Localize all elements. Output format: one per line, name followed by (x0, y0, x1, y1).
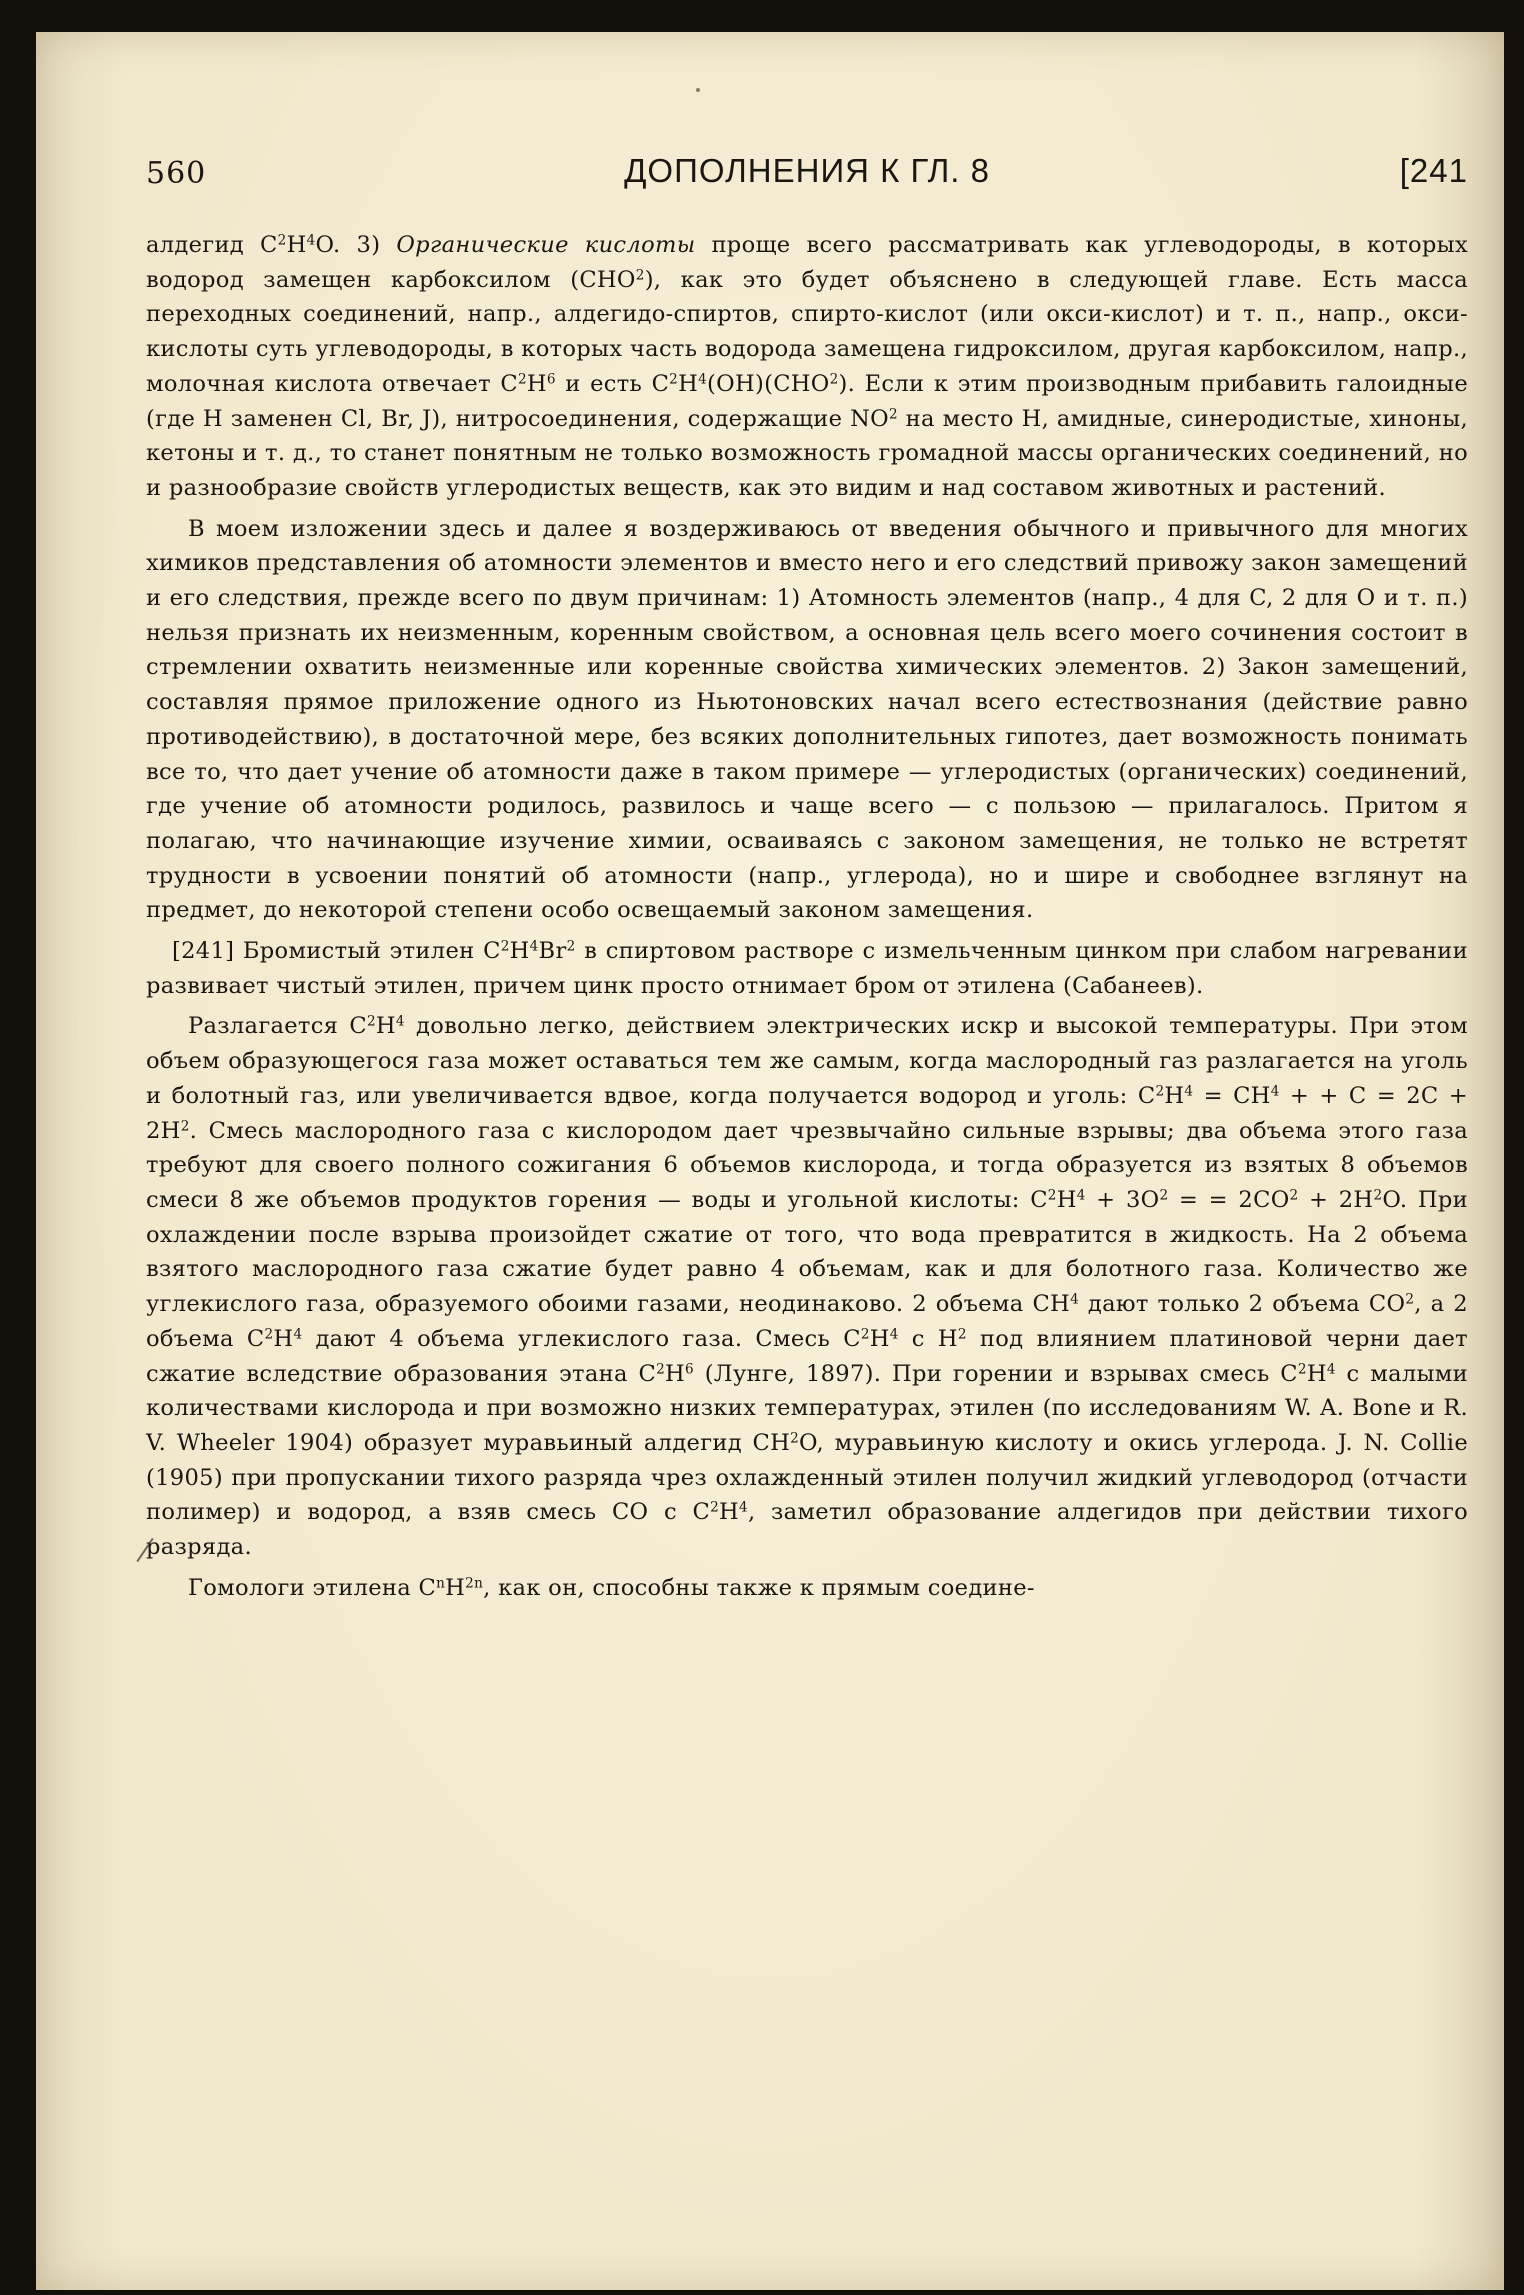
formula-superscript: 2 (829, 371, 839, 388)
text-run: H (1306, 1360, 1327, 1387)
text-run: в спиртовом растворе с измельченным цинком при слабом нагревании развивает чистый этилен, причем цинк просто отнимает бром от этилена (Сабанеев). (146, 938, 1468, 999)
text-run: с H (898, 1325, 958, 1352)
formula-superscript: 2 (277, 232, 287, 249)
formula-superscript: 6 (685, 1361, 694, 1378)
text-run: + 2H (1298, 1186, 1374, 1213)
formula-superscript: 2 (888, 406, 898, 423)
formula-superscript: 4 (889, 1326, 899, 1343)
formula-superscript: 4 (1076, 1187, 1086, 1204)
text-run: O, муравьиную кислоту и окись углерода. J. N. Collie (1905) при пропускании тихого разряда чрез охлажденный этилен получил жидкий углеводород (отчасти полимер) и водород, а взяв смесь CO с C (146, 1429, 1468, 1526)
page-header (146, 150, 1468, 200)
text-run: , а 2 объема C (146, 1291, 1468, 1352)
text-run: . Смесь маслородного газа с кислородом дает чрезвычайно сильные взрывы; два объема этого газа требуют для своего полного сожигания 6 объемов кислорода, и тогда образуется из взятых 8 объемов смеси 8 же объемов продуктов горения — воды и угольной кислоты: C (146, 1117, 1468, 1213)
text-run: + + C = 2C + 2H (146, 1082, 1469, 1144)
text-run: с малыми количествами кислорода и при возможно низких температурах, этилен (по исследованиям W. A. Bone и R. V. Wheeler 1904) образует муравьиный алдегид CH (146, 1360, 1469, 1456)
text-run: ), как это будет объяснено в следующей главе. Есть масса переходных соединений, напр., алдегидо-спиртов, спирто-кислот (или окси-кислот) и т. п., напр., окси-кислоты суть углеводороды, в которых часть водорода замещена гидроксилом, другая карбоксилом, напр., молочная кислота отвечает C (146, 266, 1468, 397)
formula-superscript: 2 (366, 1014, 376, 1031)
text-run: H (375, 1013, 396, 1040)
formula-superscript: 2 (1289, 1187, 1299, 1204)
formula-superscript: 2 (264, 1326, 274, 1343)
paragraph-p3 (146, 934, 1468, 1003)
text-run: В моем изложении здесь и далее я воздерживаюсь от введения обычного и привычного для многих химиков представления об атомности элементов и вместо него и его следствий привожу закон замещений и его следствия, прежде всего по двум причинам: 1) Атомность элементов (напр., 4 для C, 2 для O и т. п.) нельзя признать их неизменным, коренным свойством, а основная цель всего моего сочинения состоит в стремлении охватить неизменные или коренные свойства химических элементов. 2) Закон замещений, составляя прямое приложение одного из Ньютоновских начал всего естествознания (действие равно противодействию), в достаточной мере, без всяких дополнительных гипотез, дает возможность понимать все то, что дает учение об атомности даже в таком примере — углеродистых (органических) соединений, где учение об атомности родилось, развилось и чаще всего — с пользою — прилагалось. Притом я полагаю, что начинающие изучение химии, осваиваясь с законом замещения, не только не встретят трудности в усвоении понятий об атомности (напр., углерода), но и шире и свободнее взглянут на предмет, до некоторой степени особо освещаемый законом замещения. (146, 515, 1468, 924)
formula-superscript: 4 (395, 1014, 405, 1031)
formula-superscript: 4 (1270, 1083, 1280, 1100)
formula-superscript: 2 (669, 371, 679, 388)
paragraph-p2 (146, 512, 1468, 928)
text-run: под влиянием платиновой черни дает сжатие вследствие образования этана C (146, 1325, 1468, 1387)
text-run: ). Если к этим производным прибавить галоидные (где H заменен Cl, Br, J), нитросоединения, содержащие NO (146, 370, 1469, 432)
formula-superscript: 2 (180, 1118, 190, 1135)
text-run: дают только 2 объема CO (1078, 1291, 1406, 1318)
text-run: H (678, 370, 699, 397)
formula-superscript: 4 (529, 938, 539, 955)
text-run: H (1164, 1082, 1185, 1109)
text-run: Br (538, 938, 567, 965)
text-run: Гомологи этилена C (188, 1574, 437, 1601)
text-run: и есть C (555, 370, 670, 397)
text-run: H (273, 1325, 294, 1352)
page-number: 560 (146, 156, 207, 191)
formula-superscript: 2 (1405, 1291, 1415, 1308)
text-run: H (665, 1360, 686, 1387)
formula-superscript: 4 (739, 1499, 748, 1516)
formula-superscript: 2 (710, 1499, 720, 1516)
formula-superscript: 2 (1047, 1187, 1057, 1204)
text-run: H (869, 1325, 890, 1352)
formula-superscript: 2 (1297, 1361, 1307, 1378)
book-page (36, 32, 1504, 2290)
formula-superscript: 2 (1373, 1187, 1383, 1204)
text-run: дают 4 объема углекислого газа. Смесь C (302, 1325, 861, 1352)
text-run: = CH (1193, 1082, 1271, 1109)
formula-superscript: 4 (1326, 1361, 1336, 1378)
text-run: , заметил образование алдегидов при действии тихого разряда. (146, 1499, 1468, 1561)
text-run: = = 2CO (1168, 1186, 1290, 1213)
section-number: [241 (1399, 152, 1468, 189)
running-head: ДОПОЛНЕНИЯ К ГЛ. 8 (624, 152, 990, 189)
formula-superscript: 4 (306, 232, 316, 249)
text-run: H (445, 1574, 466, 1601)
paragraph-p4 (146, 1009, 1468, 1564)
formula-superscript: 6 (546, 371, 556, 388)
paragraph-p5 (146, 1571, 1468, 1606)
formula-superscript: 2n (465, 1575, 484, 1592)
body-text (146, 228, 1468, 1611)
formula-superscript: 2 (790, 1430, 800, 1447)
text-run: H (1056, 1186, 1077, 1213)
text-run: H (719, 1499, 740, 1526)
formula-superscript: 2 (860, 1326, 870, 1343)
formula-superscript: n (436, 1575, 446, 1592)
text-run: довольно легко, действием электрических искр и высокой температуры. При этом объем образующегося газа может оставаться тем же самым, когда маслородный газ разлагается на уголь и болотный газ, или увеличивается вдвое, когда получается водород и уголь: C (146, 1013, 1468, 1109)
formula-superscript: 4 (698, 371, 708, 388)
dust-speck (696, 88, 700, 92)
emphasis-text: Органические кислоты (396, 232, 696, 258)
text-run: алдегид C (146, 232, 278, 258)
formula-superscript: 4 (1184, 1083, 1194, 1100)
text-run: H (526, 370, 547, 397)
text-run: Разлагается C (188, 1013, 367, 1040)
formula-superscript: 2 (1155, 1083, 1165, 1100)
text-run: (OH)(CHO (707, 370, 830, 397)
formula-superscript: 2 (566, 938, 576, 955)
formula-superscript: 2 (517, 371, 527, 388)
formula-superscript: 2 (656, 1361, 666, 1378)
text-run: (Лунге, 1897). При горении и взрывах смесь C (693, 1360, 1298, 1387)
text-run: на место H, амидные, синеродистые, хиноны, кетоны и т. д., то станет понятным не только возможность громадной массы органических соединений, но и разнообразие свойств углеродистых веществ, как это видим и над составом животных и растений. (146, 405, 1468, 501)
formula-superscript: 2 (635, 267, 645, 284)
formula-superscript: 4 (293, 1326, 303, 1343)
text-run: [241] Бромистый этилен C (172, 938, 501, 965)
text-run: H (509, 938, 530, 965)
text-run: , как он, способны также к прямым соедине- (483, 1574, 1035, 1601)
text-run: проще всего рассматривать как углеводороды, в которых водород замещен карбоксилом (CHO (146, 232, 1469, 293)
formula-superscript: 2 (1159, 1187, 1169, 1204)
formula-superscript: 2 (957, 1326, 967, 1343)
text-run: H (286, 232, 307, 258)
text-run: + 3O (1085, 1186, 1160, 1213)
formula-superscript: 2 (500, 938, 510, 955)
paragraph-p1 (146, 228, 1468, 506)
formula-superscript: 4 (1070, 1291, 1079, 1308)
text-run: O. При охлаждении после взрыва произойдет сжатие от того, что вода превратится в жидкость. На 2 объема взятого маслородного газа сжатие будет равно 4 объемам, как и для болотного газа. Количество же углекислого газа, образуемого обоими газами, неодинаково. 2 объема CH (146, 1186, 1468, 1318)
text-run: O. 3) (315, 232, 397, 258)
